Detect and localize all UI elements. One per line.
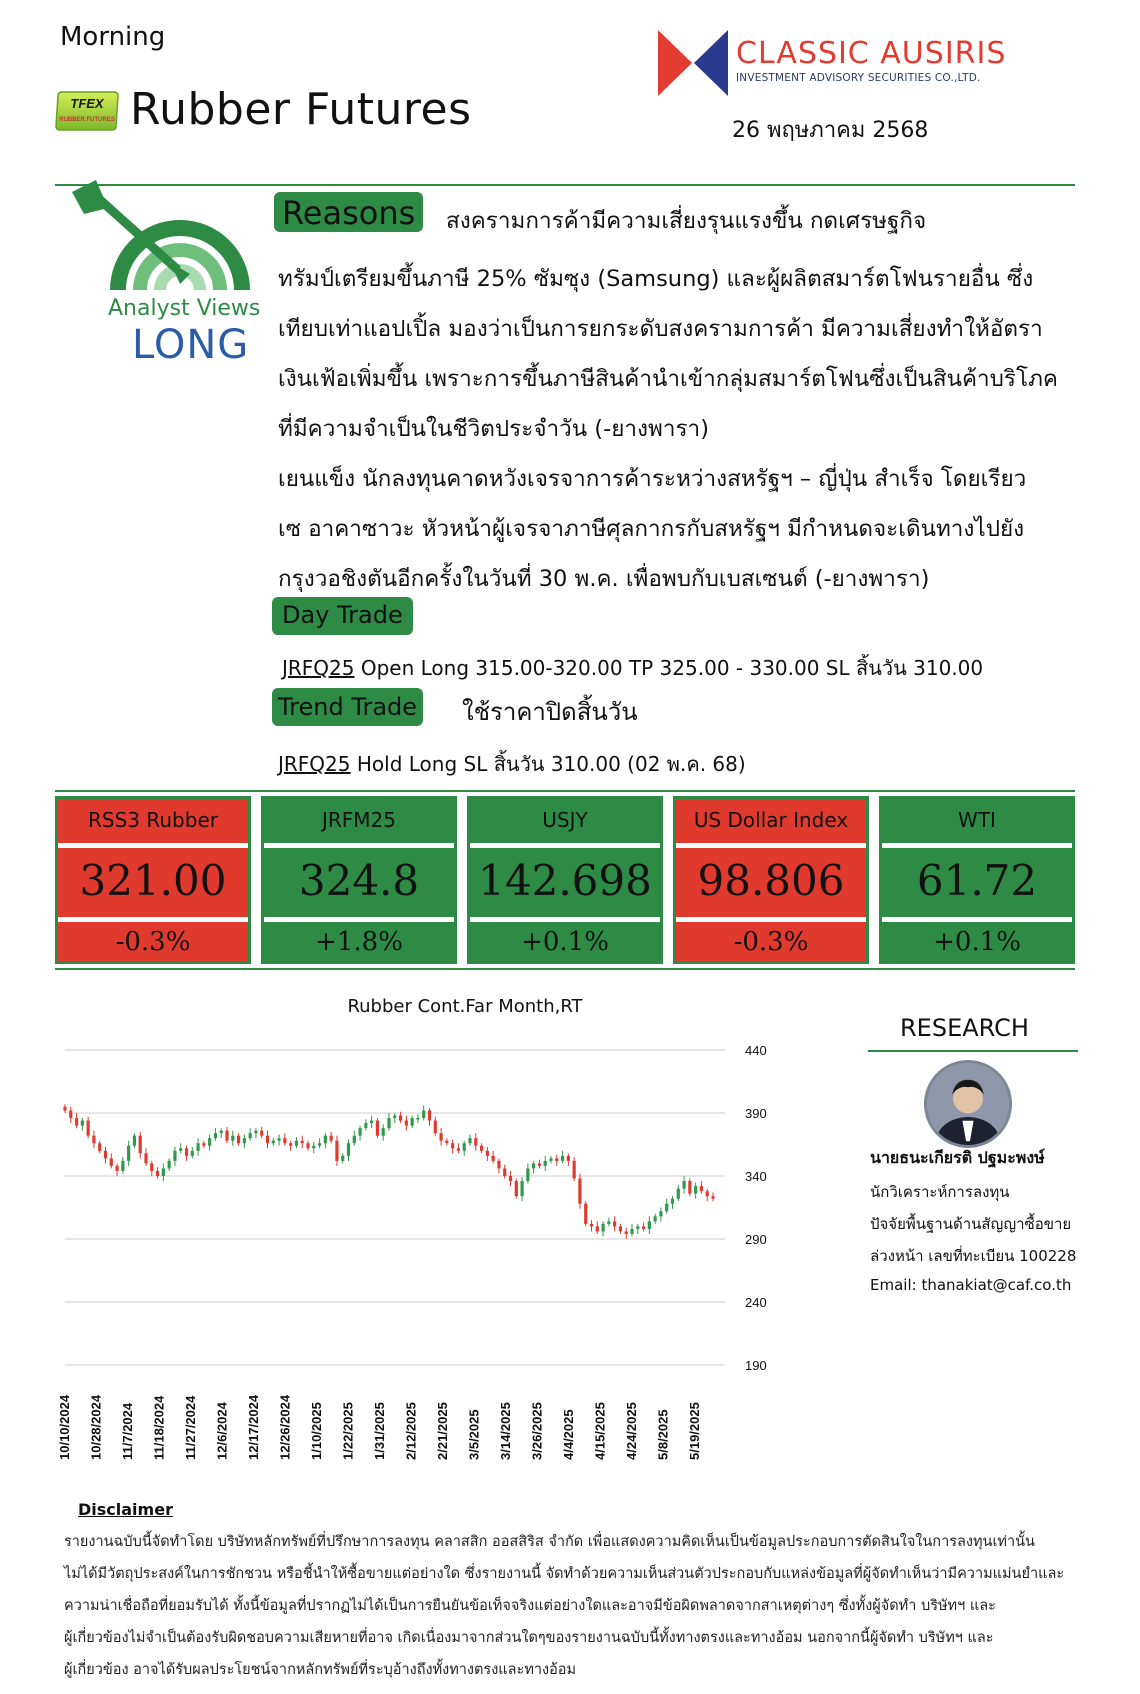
candle-body: [110, 1158, 113, 1166]
candle-body: [185, 1148, 188, 1156]
day-trade-tag: Day Trade: [272, 597, 413, 635]
cards-top-divider: [55, 790, 1075, 792]
analyst-views-label: Analyst Views: [108, 296, 261, 321]
candle-body: [98, 1143, 101, 1151]
candle-body: [353, 1136, 356, 1144]
x-tick-label: 2/12/2025: [403, 1402, 419, 1460]
candle-body: [202, 1143, 205, 1146]
candle-body: [405, 1121, 408, 1126]
candle-body: [104, 1151, 107, 1159]
x-tick-label: 4/4/2025: [561, 1409, 576, 1460]
disclaimer-line: ความน่าเชื่อถือที่ยอมรับได้ ทั้งนี้ข้อมูลที่ปรากฏไม่ได้เป็นการยืนยันข้อเท็จจริงแต่อย่างใดและอาจมีข้อผิดพลาดจากสาเหตุต่างๆ ซึ่งทั้งผู้จัดทำ บริษัทฯ และ: [64, 1598, 996, 1614]
candle-body: [630, 1229, 633, 1234]
card-value: 98.806: [697, 856, 845, 905]
x-tick-label: 5/19/2025: [687, 1402, 702, 1460]
cards-bottom-divider: [55, 968, 1075, 970]
candle-body: [416, 1118, 419, 1120]
candle-body: [480, 1146, 483, 1151]
candle-body: [596, 1226, 599, 1231]
candle-body: [121, 1161, 124, 1171]
candle-body: [636, 1226, 639, 1229]
x-tick-label: 3/14/2025: [498, 1402, 513, 1460]
x-tick-label: 1/31/2025: [372, 1402, 387, 1460]
candle-body: [81, 1121, 84, 1126]
candle-body: [173, 1151, 176, 1161]
candle-body: [434, 1121, 437, 1134]
y-tick-label: 190: [745, 1358, 767, 1373]
candle-body: [451, 1143, 454, 1148]
candle-body: [544, 1161, 547, 1166]
card-change: -0.3%: [115, 927, 191, 957]
candle-body: [457, 1148, 460, 1151]
day-trade-line: [282, 652, 983, 684]
trend-trade-symbol: JRFQ25: [278, 752, 351, 776]
x-tick-label: 4/24/2025: [624, 1402, 639, 1460]
market-card-usjy: [467, 796, 663, 964]
reason-line: กรุงวอชิงตันอีกครั้งในวันที่ 30 พ.ค. เพื่อพบกับเบสเซนต์ (-ยางพารา): [278, 566, 930, 592]
reason-line: สงครามการค้ามีความเสี่ยงรุนแรงขึ้น กดเศรษฐกิจ: [446, 208, 927, 234]
candle-body: [249, 1133, 252, 1138]
candle-body: [573, 1161, 576, 1179]
candle-body: [659, 1211, 662, 1216]
candle-body: [700, 1186, 703, 1191]
company-name: CLASSIC AUSIRIS: [736, 36, 1007, 71]
candle-body: [87, 1121, 90, 1136]
card-name: JRFM25: [321, 808, 396, 832]
candle-body: [289, 1143, 292, 1146]
trend-trade-text: Hold Long SL สิ้นวัน 310.00 (02 พ.ค. 68): [350, 752, 746, 776]
y-tick-label: 390: [745, 1106, 767, 1121]
market-card-rss3: [55, 796, 251, 964]
day-trade-text: Open Long 315.00-320.00 TP 325.00 - 330.00 SL สิ้นวัน 310.00: [354, 656, 984, 680]
reasons-tag: Reasons: [274, 192, 423, 232]
candle-body: [706, 1191, 709, 1196]
candle-body: [115, 1166, 118, 1171]
card-value: 321.00: [79, 856, 227, 905]
candle-body: [468, 1138, 471, 1143]
classic-ausiris-logo: [656, 28, 730, 98]
candle-body: [277, 1138, 280, 1141]
candle-body: [139, 1136, 142, 1154]
candle-body: [422, 1110, 425, 1118]
candle-body: [654, 1216, 657, 1221]
x-tick-label: 12/26/2024: [277, 1394, 293, 1460]
x-tick-label: 3/5/2025: [466, 1409, 482, 1460]
disclaimer-line: ผู้เกี่ยวข้อง อาจได้รับผลประโยชน์จากหลักทรัพย์ที่ระบุอ้างถึงทั้งทางตรงและทางอ้อม: [64, 1662, 577, 1678]
x-tick-label: 4/15/2025: [592, 1402, 608, 1460]
disclaimer-heading: Disclaimer: [78, 1500, 173, 1519]
candle-body: [370, 1121, 373, 1124]
market-card-jrfm25: [261, 796, 457, 964]
company-subtitle: INVESTMENT ADVISORY SECURITIES CO.,LTD.: [736, 72, 981, 84]
candle-body: [301, 1141, 304, 1144]
x-tick-label: 11/7/2024: [120, 1402, 135, 1460]
candle-body: [266, 1136, 269, 1144]
card-name: RSS3 Rubber: [88, 808, 218, 832]
candle-body: [671, 1199, 674, 1204]
candle-body: [688, 1181, 691, 1194]
candle-body: [486, 1151, 489, 1156]
candle-body: [526, 1168, 529, 1181]
candle-body: [133, 1136, 136, 1146]
reason-line: เทียบเท่าแอปเปิ้ล มองว่าเป็นการยกระดับสงครามการค้า มีความเสี่ยงทำให้อัตรา: [278, 316, 1043, 342]
analyst-avatar: [924, 1060, 1012, 1148]
edition-label: Morning: [60, 22, 166, 52]
candle-body: [162, 1168, 165, 1176]
market-card-wti: [879, 796, 1075, 964]
card-change: +1.8%: [315, 927, 403, 957]
tfex-logo: [52, 90, 122, 132]
candle-body: [324, 1136, 327, 1144]
x-tick-label: 12/17/2024: [246, 1394, 261, 1460]
candle-body: [364, 1123, 367, 1128]
candle-body: [330, 1136, 333, 1141]
candle-body: [191, 1151, 194, 1156]
candle-body: [220, 1131, 223, 1134]
disclaimer-line: รายงานฉบับนี้จัดทำโดย บริษัทหลักทรัพย์ที่ปรึกษาการลงทุน คลาสสิก ออสสิริส จำกัด เพื่อแสดงความคิดเห็นเป็นข้อมูลประกอบการตัดสินใจในการลงทุนเท่านั้น: [64, 1534, 1035, 1550]
candle-body: [399, 1116, 402, 1121]
candle-body: [474, 1138, 477, 1146]
candle-body: [318, 1143, 321, 1146]
candle-body: [306, 1143, 309, 1148]
x-tick-label: 1/10/2025: [309, 1402, 324, 1460]
candle-body: [376, 1121, 379, 1136]
candle-body: [168, 1161, 171, 1169]
day-trade-symbol: JRFQ25: [282, 656, 355, 680]
x-tick-label: 10/10/2024: [57, 1394, 72, 1460]
candle-body: [613, 1221, 616, 1226]
card-name: USJY: [542, 808, 588, 832]
y-tick-label: 340: [745, 1169, 767, 1184]
x-tick-label: 5/8/2025: [655, 1409, 671, 1460]
candle-body: [711, 1196, 714, 1199]
candle-body: [75, 1118, 78, 1126]
candle-body: [601, 1224, 604, 1232]
candle-body: [335, 1141, 338, 1161]
report-date: 26 พฤษภาคม 2568: [732, 118, 929, 143]
y-tick-label: 240: [745, 1295, 767, 1310]
candle-body: [347, 1143, 350, 1156]
candle-body: [387, 1118, 390, 1128]
candle-body: [492, 1156, 495, 1161]
candle-body: [214, 1133, 217, 1138]
candle-body: [254, 1131, 257, 1134]
candle-body: [150, 1163, 153, 1171]
candle-body: [694, 1186, 697, 1194]
reason-line: เงินเฟ้อเพิ่มขึ้น เพราะการขึ้นภาษีสินค้านำเข้ากลุ่มสมาร์ตโฟนซึ่งเป็นสินค้าบริโภค: [278, 366, 1058, 392]
candle-body: [208, 1138, 211, 1146]
candle-body: [549, 1158, 552, 1161]
reason-line: ที่มีความจำเป็นในชีวิตประจำวัน (-ยางพารา): [278, 416, 709, 442]
candle-body: [515, 1181, 518, 1196]
reason-line: เซ อาคาซาวะ หัวหน้าผู้เจรจาภาษีศุลกากรกับสหรัฐฯ มีกำหนดจะเดินทางไปยัง: [278, 516, 1025, 542]
x-tick-label: 11/18/2024: [151, 1395, 167, 1460]
analyst-expertise: ปัจจัยพื้นฐานด้านสัญญาซื้อขาย: [870, 1215, 1072, 1233]
candle-body: [538, 1163, 541, 1166]
candle-body: [69, 1110, 72, 1118]
x-tick-label: 10/28/2024: [88, 1394, 104, 1460]
reason-line: ทรัมป์เตรียมขึ้นภาษี 25% ซัมซุง (Samsung) และผู้ผลิตสมาร์ตโฟนรายอื่น ซึ่ง: [278, 266, 1034, 292]
candle-body: [237, 1136, 240, 1144]
candle-body: [561, 1156, 564, 1161]
card-name: WTI: [958, 808, 996, 832]
candle-body: [179, 1148, 182, 1151]
research-divider: [868, 1050, 1078, 1052]
disclaimer-line: ไม่ได้มีวัตถุประสงค์ในการชักชวน หรือชี้นำให้ซื้อขายแต่อย่างใด ซึ่งรายงานนี้ จัดทำด้วยความเห็นส่วนตัวประกอบกับแหล่งข้อมูลที่ผู้จัดทำเห็นว่ามีความแม่นยำและ: [64, 1566, 1065, 1582]
candle-body: [578, 1179, 581, 1204]
y-tick-label: 440: [745, 1043, 767, 1058]
candle-body: [607, 1221, 610, 1224]
candle-body: [428, 1110, 431, 1120]
analyst-email[interactable]: Email: thanakiat@caf.co.th: [870, 1276, 1072, 1294]
card-change: +0.1%: [933, 927, 1021, 957]
candle-body: [225, 1131, 228, 1141]
card-value: 142.698: [478, 856, 652, 905]
tfex-logo-subtext: RUBBER FUTURES: [59, 117, 115, 123]
y-tick-label: 290: [745, 1232, 767, 1247]
card-change: -0.3%: [733, 927, 809, 957]
candle-body: [393, 1116, 396, 1119]
candle-body: [497, 1161, 500, 1169]
candle-body: [509, 1176, 512, 1181]
card-change: +0.1%: [521, 927, 609, 957]
candle-body: [463, 1143, 466, 1151]
candle-body: [584, 1204, 587, 1224]
candle-body: [520, 1181, 523, 1196]
candle-body: [682, 1181, 685, 1189]
reason-line: เยนแข็ง นักลงทุนคาดหวังเจรจาการค้าระหว่างสหรัฐฯ – ญี่ปุ่น สำเร็จ โดยเรียว: [278, 466, 1027, 492]
card-name: US Dollar Index: [693, 808, 849, 832]
candle-body: [677, 1189, 680, 1199]
market-card-dollar-index: [673, 796, 869, 964]
candle-body: [411, 1118, 414, 1126]
research-heading: RESEARCH: [900, 1014, 1029, 1042]
candle-body: [144, 1153, 147, 1163]
x-tick-label: 2/21/2025: [435, 1402, 450, 1460]
disclaimer-line: ผู้เกี่ยวข้องไม่จำเป็นต้องรับผิดชอบความเสียหายที่อาจ เกิดเนื่องมาจากส่วนใดๆของรายงานฉบับนี้ทั้งทางตรงและทางอ้อม นอกจากนี้ผู้จัดทำ บริษัทฯ และ: [64, 1630, 994, 1646]
target-icon: [70, 180, 260, 310]
card-value: 324.8: [298, 856, 420, 905]
report-title: Rubber Futures: [130, 84, 472, 135]
candle-body: [619, 1226, 622, 1231]
candle-body: [625, 1231, 628, 1234]
x-tick-label: 11/27/2024: [183, 1395, 198, 1460]
analyst-license: ล่วงหน้า เลขที่ทะเบียน 100228: [870, 1247, 1077, 1265]
candle-body: [127, 1146, 130, 1161]
analyst-stance: LONG: [132, 322, 250, 368]
chart-title: Rubber Cont.Far Month,RT: [347, 996, 583, 1017]
candle-body: [439, 1133, 442, 1141]
candle-body: [272, 1141, 275, 1144]
x-tick-label: 3/26/2025: [529, 1402, 545, 1460]
candle-body: [243, 1138, 246, 1143]
candle-body: [642, 1226, 645, 1229]
candle-body: [648, 1221, 651, 1229]
candle-body: [260, 1131, 263, 1136]
card-value: 61.72: [916, 856, 1038, 905]
price-chart: [55, 1030, 845, 1490]
candle-body: [445, 1141, 448, 1144]
trend-trade-line: [278, 748, 746, 780]
x-tick-label: 1/22/2025: [340, 1402, 356, 1460]
tfex-logo-text: TFEX: [70, 96, 104, 111]
candle-body: [63, 1107, 66, 1111]
candle-body: [567, 1156, 570, 1161]
candle-body: [503, 1168, 506, 1176]
candle-body: [358, 1128, 361, 1136]
candle-body: [312, 1146, 315, 1149]
candle-body: [555, 1158, 558, 1161]
x-tick-label: 12/6/2024: [214, 1402, 230, 1460]
candle-body: [196, 1143, 199, 1151]
candle-body: [92, 1136, 95, 1144]
candle-body: [665, 1204, 668, 1212]
candle-body: [156, 1171, 159, 1176]
trend-trade-tag: Trend Trade: [272, 688, 423, 726]
candle-body: [590, 1224, 593, 1227]
trend-trade-note: ใช้ราคาปิดสิ้นวัน: [462, 698, 638, 726]
candle-body: [283, 1138, 286, 1143]
candle-body: [532, 1163, 535, 1168]
analyst-position: นักวิเคราะห์การลงทุน: [870, 1183, 1010, 1201]
candle-body: [295, 1141, 298, 1146]
analyst-name: นายธนะเกียรติ ปฐมะพงษ์: [870, 1148, 1045, 1167]
candle-body: [382, 1128, 385, 1136]
candle-body: [341, 1156, 344, 1161]
candle-body: [231, 1136, 234, 1141]
